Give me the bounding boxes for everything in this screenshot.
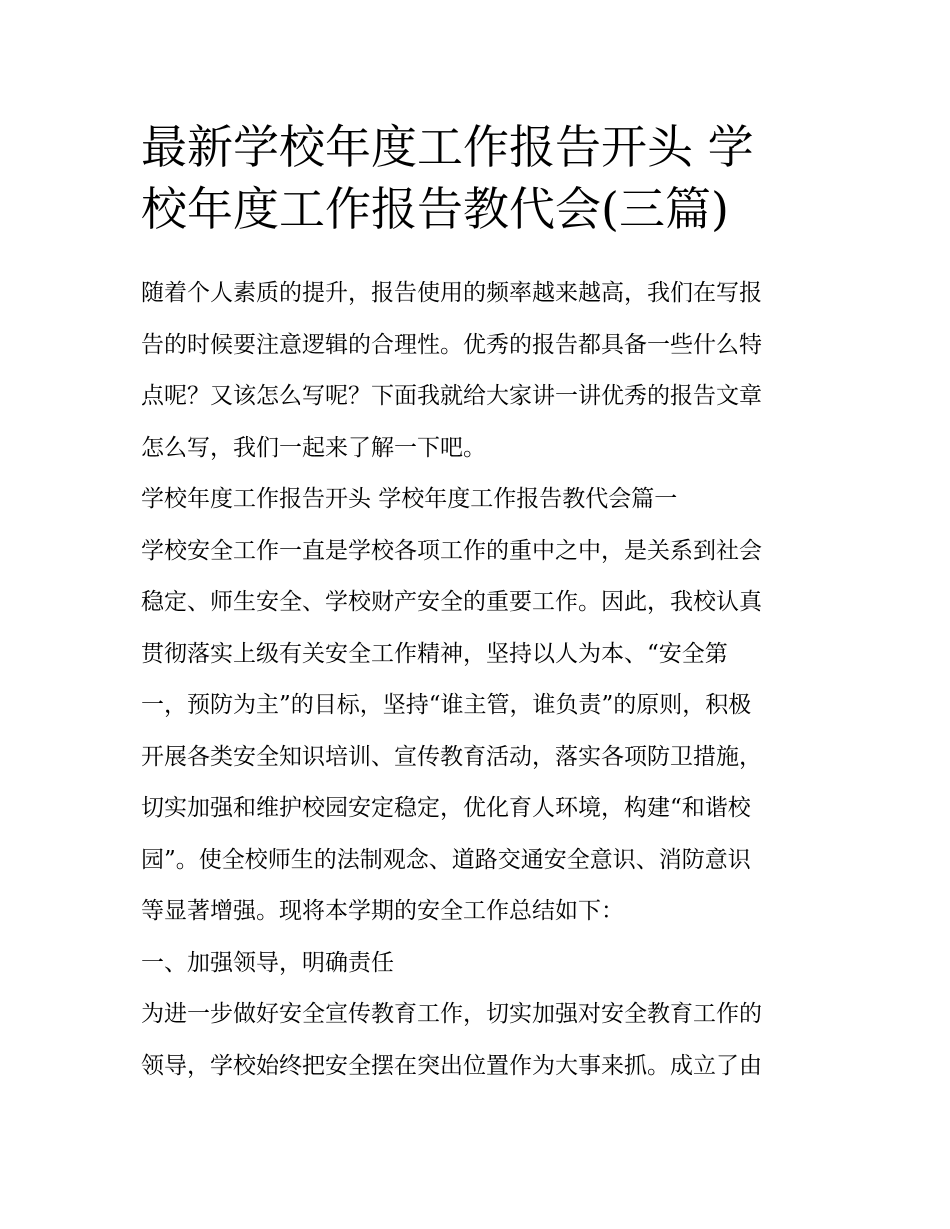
body-line-8: 等显著增强。现将本学期的安全工作总结如下： (141, 898, 624, 924)
intro-line-3: 点呢？又该怎么写呢？下面我就给大家讲一讲优秀的报告文章 (141, 383, 762, 409)
body-line-6: 切实加强和维护校园安定稳定，优化育人环境，构建“和谐校 (141, 795, 751, 821)
body-line-1: 学校安全工作一直是学校各项工作的重中之中，是关系到社会 (141, 537, 762, 564)
subheading-1: 一、加强领导，明确责任 (141, 949, 394, 976)
body-line-10: 领导，学校始终把安全摆在突出位置作为大事来抓。成立了由 (141, 1052, 762, 1079)
title-line-1: 最新学校年度工作报告开头 学 (141, 120, 754, 174)
intro-line-2: 告的时候要注意逻辑的合理性。优秀的报告都具备一些什么特 (141, 331, 762, 358)
title-line-2: 校年度工作报告教代会(三篇) (141, 182, 729, 236)
document-title (141, 116, 821, 240)
intro-line-4: 怎么写，我们一起来了解一下吧。 (141, 434, 486, 461)
body-line-4: 一，预防为主”的目标，坚持“谁主管，谁负责”的原则，积极 (141, 692, 752, 718)
body-line-5: 开展各类安全知识培训、宣传教育活动，落实各项防卫措施， (141, 743, 762, 770)
intro-line-1: 随着个人素质的提升，报告使用的频率越来越高，我们在写报 (141, 280, 762, 306)
body-line-3: 贯彻落实上级有关安全工作精神，坚持以人为本、“安全第 (141, 640, 728, 667)
body-line-7: 园”。使全校师生的法制观念、道路交通安全意识、消防意识 (141, 846, 751, 873)
body-line-9: 为进一步做好安全宣传教育工作，切实加强对安全教育工作的 (141, 1001, 762, 1027)
document-body (141, 281, 821, 1105)
body-line-2: 稳定、师生安全、学校财产安全的重要工作。因此，我校认真 (141, 589, 762, 615)
section-heading-1: 学校年度工作报告开头 学校年度工作报告教代会篇一 (141, 486, 678, 512)
